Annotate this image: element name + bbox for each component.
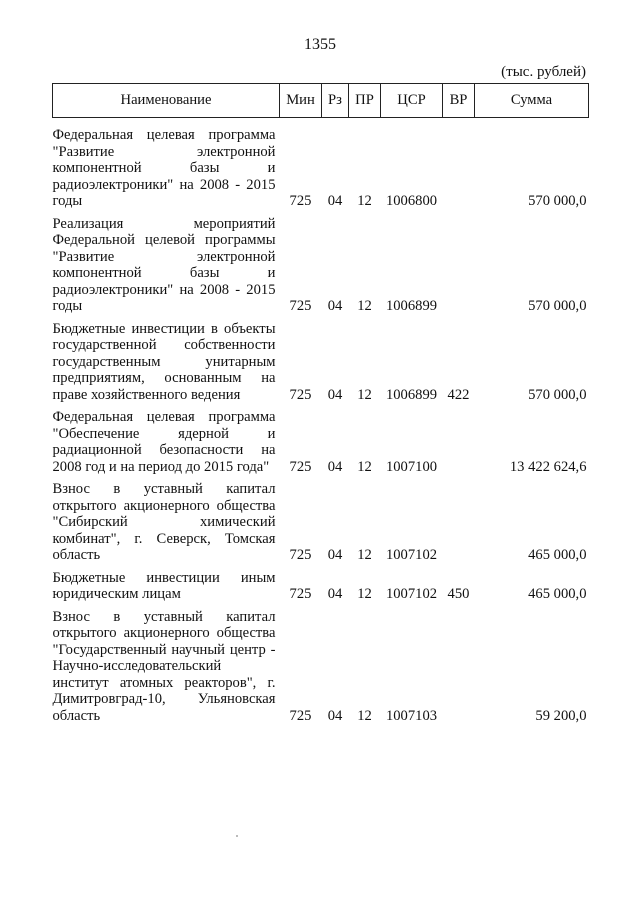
- header-min: Мин: [280, 84, 322, 118]
- units-label: (тыс. рублей): [501, 64, 586, 80]
- header-sum: Сумма: [475, 84, 589, 118]
- table-row: [53, 481, 589, 570]
- row-vr: [443, 609, 475, 731]
- header-vr: ВР: [443, 84, 475, 118]
- table-row: [53, 409, 589, 481]
- row-vr: 422: [447, 386, 470, 403]
- row-name: Взнос в уставный капитал открытого акционерного общества "Государственный научный центр - Научно-исследовательский институт атомных реакторов", г. Димитровград-10, Ульяновская область: [52, 608, 276, 724]
- row-name: Федеральная целевая программа "Обеспечение ядерной и радиационной безопасности на 2008 год и на период до 2015 года": [52, 409, 276, 475]
- row-rz: 04: [327, 547, 343, 563]
- row-min: 725: [289, 298, 312, 314]
- row-csr: 1007100: [385, 458, 438, 475]
- row-csr: 1007102: [385, 547, 438, 563]
- row-rz: 04: [327, 458, 343, 475]
- row-sum: 59 200,0: [535, 707, 587, 724]
- row-min: 725: [289, 586, 312, 602]
- row-rz: 04: [327, 298, 343, 314]
- row-name: Федеральная целевая программа "Развитие электронной компонентной базы и радиоэлектроники" на 2008 - 2015 годы: [52, 127, 276, 209]
- row-vr: 450: [447, 586, 470, 602]
- row-pr: 12: [357, 586, 372, 602]
- row-csr: 1006899: [385, 386, 438, 403]
- row-min: 725: [289, 707, 312, 724]
- row-min: 725: [289, 386, 312, 403]
- row-csr: 1007102: [385, 586, 438, 602]
- table-row: [53, 570, 589, 609]
- row-name: Реализация мероприятий Федеральной целевой программы "Развитие электронной компонентной базы и радиоэлектроники" на 2008 - 2015 годы: [52, 215, 276, 314]
- row-min: 725: [289, 547, 312, 563]
- row-sum: 465 000,0: [528, 547, 587, 563]
- row-name: Бюджетные инвестиции в объекты государственной собственности государственным унитарным предприятиям, основанным на праве хозяйственного ведения: [52, 320, 276, 403]
- table-row: [53, 118, 589, 216]
- row-rz: 04: [327, 386, 343, 403]
- row-rz: 04: [327, 586, 343, 602]
- table-row: [53, 216, 589, 321]
- row-sum: 570 000,0: [528, 298, 587, 314]
- row-csr: 1006899: [385, 298, 438, 314]
- header-rz: Рз: [322, 84, 349, 118]
- row-pr: 12: [357, 298, 372, 314]
- row-vr: [443, 118, 475, 216]
- row-csr: 1007103: [385, 707, 438, 724]
- row-pr: 12: [357, 193, 372, 209]
- row-vr: [443, 409, 475, 481]
- row-name: Бюджетные инвестиции иным юридическим лицам: [52, 569, 276, 602]
- row-pr: 12: [357, 707, 372, 724]
- budget-table: [52, 83, 589, 730]
- header-name: Наименование: [53, 84, 280, 118]
- scan-speck: [236, 835, 238, 837]
- header-csr: ЦСР: [381, 84, 443, 118]
- row-min: 725: [289, 193, 312, 209]
- page-number: 1355: [304, 36, 336, 53]
- row-rz: 04: [327, 707, 343, 724]
- table-row: [53, 609, 589, 731]
- row-csr: 1006800: [385, 193, 438, 209]
- table-row: [53, 321, 589, 410]
- row-rz: 04: [327, 193, 343, 209]
- row-name: Взнос в уставный капитал открытого акционерного общества "Сибирский химический комбинат", г. Северск, Томская область: [52, 481, 276, 563]
- row-pr: 12: [357, 458, 372, 475]
- row-sum: 570 000,0: [528, 193, 587, 209]
- row-min: 725: [289, 458, 312, 475]
- row-vr: [443, 216, 475, 321]
- row-pr: 12: [357, 386, 372, 403]
- row-sum: 570 000,0: [528, 386, 587, 403]
- row-pr: 12: [357, 547, 372, 563]
- table-header-row: [53, 84, 589, 118]
- row-vr: [443, 481, 475, 570]
- header-pr: ПР: [349, 84, 381, 118]
- row-sum: 13 422 624,6: [509, 458, 587, 475]
- row-sum: 465 000,0: [528, 586, 587, 602]
